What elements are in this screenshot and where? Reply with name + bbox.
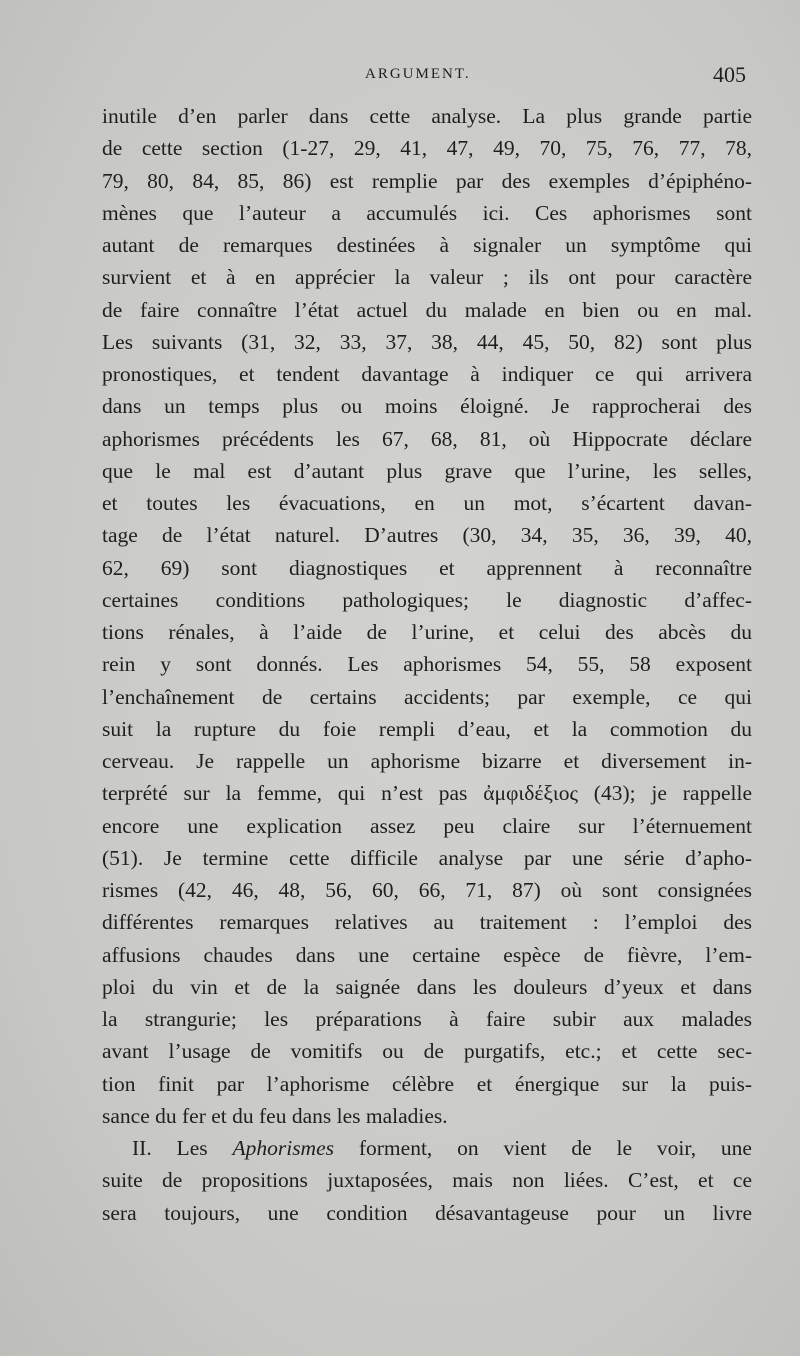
text-line: cerveau. Je rappelle un aphorisme bizarre et diversement in-	[102, 749, 752, 773]
text-line: tion finit par l’aphorisme célèbre et énergique sur la puis-	[102, 1071, 752, 1096]
text-line: affusions chaudes dans une certaine espèce de fièvre, l’em-	[102, 942, 752, 967]
text-line: tage de l’état naturel. D’autres (30, 34, 35, 36, 39, 40,	[102, 523, 752, 548]
text-line: l’enchaînement de certains accidents; par exemple, ce qui	[102, 684, 752, 709]
text-line: différentes remarques relatives au traitement : l’emploi des	[102, 910, 752, 935]
text-line: rein y sont donnés. Les aphorismes 54, 55, 58 exposent	[102, 652, 752, 677]
text-line: la strangurie; les préparations à faire subir aux malades	[102, 1007, 752, 1031]
text-line: autant de remarques destinées à signaler un symptôme qui	[102, 233, 752, 257]
text-line: ploi du vin et de la saignée dans les douleurs d’yeux et dans	[102, 974, 752, 999]
page-number: 405	[713, 62, 746, 87]
text-line: rismes (42, 46, 48, 56, 60, 66, 71, 87) où sont consignées	[102, 878, 752, 902]
page-header	[100, 62, 748, 92]
text-line: avant l’usage de vomitifs ou de purgatifs, etc.; et cette sec-	[102, 1039, 752, 1064]
text-line: II. Les Aphorismes forment, on vient de le voir, une	[132, 1136, 752, 1160]
text-line: dans un temps plus ou moins éloigné. Je rapprocherai des	[102, 394, 752, 419]
text-line: terprété sur la femme, qui n’est pas ἀμφιδέξιος (43); je rappelle	[102, 781, 752, 806]
body-text	[102, 100, 752, 1229]
text-line: pronostiques, et tendent davantage à indiquer ce qui arrivera	[102, 362, 752, 386]
italic-title: Aphorismes	[232, 1136, 334, 1160]
text-line: mènes que l’auteur a accumulés ici. Ces aphorismes sont	[102, 200, 752, 225]
text-line: survient et à en apprécier la valeur ; ils ont pour caractère	[102, 265, 752, 290]
text-line: aphorismes précédents les 67, 68, 81, où Hippocrate déclare	[102, 426, 752, 451]
text-line: de faire connaître l’état actuel du malade en bien ou en mal.	[102, 297, 752, 322]
text-line: certaines conditions pathologiques; le diagnostic d’affec-	[102, 587, 752, 612]
text-line: sera toujours, une condition désavantageuse pour un livre	[102, 1200, 752, 1225]
text-line: de cette section (1-27, 29, 41, 47, 49, 70, 75, 76, 77, 78,	[102, 136, 752, 161]
text-line: suite de propositions juxtaposées, mais non liées. C’est, et ce	[102, 1168, 752, 1193]
text-line: sance du fer et du feu dans les maladies.	[102, 1103, 448, 1128]
text-line: tions rénales, à l’aide de l’urine, et celui des abcès du	[102, 620, 752, 644]
paragraph-1	[102, 100, 752, 1132]
text-line: Les suivants (31, 32, 33, 37, 38, 44, 45, 50, 82) sont plus	[102, 329, 752, 354]
text-line: encore une explication assez peu claire sur l’éternuement	[102, 813, 752, 838]
text-line: (51). Je termine cette difficile analyse par une série d’apho-	[102, 845, 752, 870]
text-line: que le mal est d’autant plus grave que l’urine, les selles,	[102, 458, 752, 483]
text-line: et toutes les évacuations, en un mot, s’écartent davan-	[102, 491, 752, 515]
text-line: suit la rupture du foie rempli d’eau, et la commotion du	[102, 716, 752, 741]
running-head: ARGUMENT.	[365, 66, 471, 82]
text-line: inutile d’en parler dans cette analyse. La plus grande partie	[102, 104, 752, 128]
paragraph-2	[102, 1132, 752, 1229]
text-line: 79, 80, 84, 85, 86) est remplie par des exemples d’épiphéno-	[102, 168, 752, 193]
text-line: 62, 69) sont diagnostiques et apprennent à reconnaître	[102, 555, 752, 580]
